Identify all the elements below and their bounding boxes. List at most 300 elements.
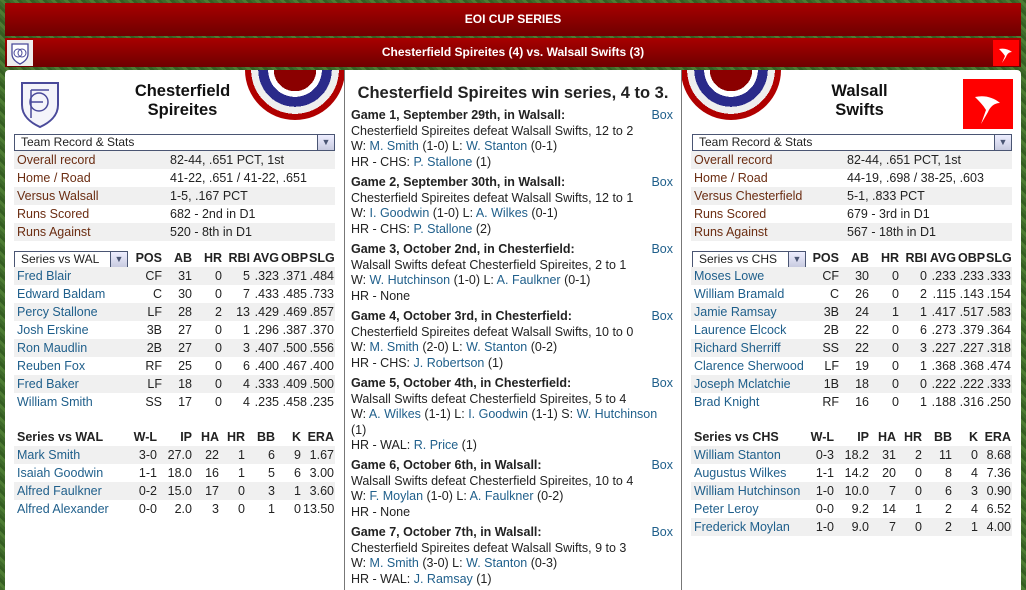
stat-cell: 0 bbox=[215, 395, 222, 409]
text: (0-2) bbox=[533, 489, 564, 503]
column-header-w-l[interactable]: W-L bbox=[810, 430, 834, 444]
player-name-cell bbox=[14, 375, 131, 393]
chevron-down-icon[interactable]: ▼ bbox=[788, 251, 806, 268]
stat-cell: .409 bbox=[280, 375, 308, 393]
stat-cell: 2 bbox=[945, 502, 952, 516]
pitching-decisions-line bbox=[351, 407, 675, 438]
column-header-pos[interactable]: POS bbox=[135, 251, 162, 265]
header-row bbox=[14, 249, 335, 267]
player-row bbox=[691, 285, 1012, 303]
stat-cell: 31 bbox=[870, 446, 897, 464]
chevron-down-icon[interactable]: ▼ bbox=[994, 134, 1012, 151]
player-link[interactable]: W. Stanton bbox=[466, 340, 528, 354]
text: (0-2) bbox=[527, 340, 558, 354]
player-link[interactable]: Frederick Moylan bbox=[694, 520, 790, 534]
stat-cell: 9.2 bbox=[851, 502, 869, 516]
player-link[interactable]: I. Goodwin bbox=[369, 206, 430, 220]
stat-cell: 1 bbox=[953, 518, 979, 536]
stat-cell: .857 bbox=[309, 305, 334, 319]
text: W: bbox=[351, 407, 369, 421]
player-link[interactable]: M. Smith bbox=[369, 340, 419, 354]
column-header-hr[interactable]: HR bbox=[203, 251, 222, 265]
stat-cell: 22 bbox=[855, 323, 869, 337]
stat-label: Runs Against bbox=[14, 223, 169, 241]
stat-cell: 0 bbox=[892, 323, 899, 337]
matchup-title: Chesterfield Spireites (4) vs. Walsall Swifts (3) bbox=[381, 45, 645, 59]
player-name-cell bbox=[14, 464, 121, 482]
stat-cell: 18.2 bbox=[835, 446, 870, 464]
stat-cell: 0-2 bbox=[121, 482, 158, 500]
text: W: bbox=[351, 139, 370, 153]
column-header-k[interactable]: K bbox=[291, 430, 301, 444]
player-link[interactable]: William Smith bbox=[17, 395, 93, 409]
stat-cell: .467 bbox=[282, 359, 307, 373]
stat-cell: 6 bbox=[246, 446, 276, 464]
stat-cell: 1 bbox=[220, 446, 246, 464]
stat-value: 82-44, .651 PCT, 1st bbox=[169, 151, 335, 169]
stat-cell: 0 bbox=[215, 323, 222, 337]
stat-cell: 13.50 bbox=[303, 502, 335, 516]
stat-cell: .474 bbox=[986, 359, 1011, 373]
stat-value: 41-22, .651 / 41-22, .651 bbox=[170, 171, 307, 185]
stat-cell: 18 bbox=[840, 375, 870, 393]
player-name-cell bbox=[14, 285, 131, 303]
stat-cell: 7.36 bbox=[986, 466, 1011, 480]
player-link[interactable]: A. Faulkner bbox=[496, 273, 561, 287]
team-name-line1: Walsall bbox=[831, 82, 888, 100]
player-link[interactable]: A. Wilkes bbox=[475, 206, 528, 220]
stat-cell: 18.0 bbox=[167, 466, 192, 480]
game-result: Walsall Swifts defeat Chesterfield Spireites, 2 to 1 bbox=[351, 257, 627, 272]
player-link[interactable]: J. Ramsay bbox=[413, 571, 473, 586]
stat-row bbox=[14, 151, 335, 169]
column-header-rbi[interactable]: RBI bbox=[228, 251, 250, 265]
column-header-bb[interactable]: BB bbox=[933, 430, 952, 444]
player-link[interactable]: Jamie Ramsay bbox=[694, 305, 777, 319]
stat-cell: 20 bbox=[882, 466, 896, 480]
column-header-avg[interactable]: AVG bbox=[929, 251, 956, 265]
stat-cell: .458 bbox=[282, 395, 307, 409]
stat-cell: .115 bbox=[932, 287, 956, 301]
stat-cell: 3 bbox=[246, 482, 276, 500]
player-link[interactable]: P. Stallone bbox=[413, 221, 473, 236]
stat-row bbox=[14, 223, 335, 241]
player-name-cell bbox=[691, 375, 808, 393]
stat-cell: 0 bbox=[892, 359, 899, 373]
game-heading: Game 4, October 3rd, in Chesterfield: bbox=[351, 309, 572, 323]
stat-cell: .316 bbox=[959, 395, 984, 409]
column-header-rbi[interactable]: RBI bbox=[905, 251, 927, 265]
walsall-logo-small-icon[interactable] bbox=[993, 40, 1019, 66]
stat-cell: 1 bbox=[238, 466, 245, 480]
player-link[interactable]: Reuben Fox bbox=[17, 359, 86, 373]
player-row bbox=[14, 285, 335, 303]
column-header-ab[interactable]: AB bbox=[173, 251, 192, 265]
player-name-cell bbox=[14, 482, 121, 500]
column-header-era[interactable]: ERA bbox=[307, 430, 334, 444]
player-link[interactable]: Fred Baker bbox=[17, 377, 79, 391]
chevron-down-icon[interactable]: ▼ bbox=[110, 251, 128, 268]
player-link[interactable]: Ron Maudlin bbox=[17, 341, 88, 355]
team-stats-dropdown[interactable] bbox=[692, 134, 1012, 151]
stat-cell: 0 bbox=[238, 502, 245, 516]
stat-cell: LF bbox=[824, 359, 839, 373]
player-link[interactable]: Richard Sherriff bbox=[694, 341, 781, 355]
stat-label: Runs Scored bbox=[17, 207, 90, 221]
player-name-cell bbox=[691, 482, 801, 500]
text: (0-1) bbox=[527, 139, 558, 153]
stat-cell: 31 bbox=[163, 267, 193, 285]
stat-cell: 7 bbox=[870, 482, 897, 500]
text: (1-0) L: bbox=[450, 273, 497, 287]
stat-cell: 4 bbox=[243, 395, 250, 409]
stat-value: 567 - 18th in D1 bbox=[846, 223, 1012, 241]
player-link[interactable]: Clarence Sherwood bbox=[694, 359, 804, 373]
player-link[interactable]: A. Wilkes bbox=[368, 407, 421, 421]
box-score-link[interactable]: Box bbox=[651, 376, 673, 390]
stat-cell: C bbox=[152, 287, 162, 301]
game-summary bbox=[351, 458, 675, 520]
box-score-link[interactable]: Box bbox=[651, 525, 673, 539]
text: (1) bbox=[351, 422, 367, 437]
text: HR - WAL: bbox=[351, 571, 414, 586]
stat-row bbox=[691, 205, 1012, 223]
player-row bbox=[14, 375, 335, 393]
player-link[interactable]: W. Hutchinson bbox=[576, 407, 658, 421]
stat-cell: LF bbox=[131, 303, 163, 321]
stat-cell: 27 bbox=[163, 339, 193, 357]
box-score-link[interactable]: Box bbox=[651, 175, 673, 189]
stat-label: Overall record bbox=[14, 151, 169, 169]
stat-cell: 1 bbox=[268, 502, 275, 516]
player-name-cell bbox=[14, 321, 131, 339]
column-header-obp[interactable]: OBP bbox=[958, 251, 986, 265]
stat-cell: 0 bbox=[900, 267, 928, 285]
pitching-decisions-line bbox=[351, 340, 675, 356]
stat-cell: 0 bbox=[870, 375, 900, 393]
select-spacer bbox=[691, 249, 808, 267]
text: W: bbox=[351, 273, 370, 287]
text: (2-0) L: bbox=[418, 340, 467, 354]
player-link[interactable]: M. Smith bbox=[369, 556, 419, 570]
game-result: Chesterfield Spireites defeat Walsall Swifts, 12 to 1 bbox=[351, 190, 634, 205]
player-name-cell bbox=[691, 446, 798, 464]
game-heading: Game 7, October 7th, in Walsall: bbox=[351, 525, 542, 539]
text: W: bbox=[351, 556, 370, 570]
stat-cell: 19 bbox=[855, 359, 869, 373]
player-name-cell bbox=[14, 500, 121, 518]
player-link[interactable]: Percy Stallone bbox=[17, 305, 98, 319]
stat-cell: 0 bbox=[870, 267, 900, 285]
player-link[interactable]: Augustus Wilkes bbox=[694, 466, 787, 480]
column-header-hr[interactable]: HR bbox=[880, 251, 899, 265]
column-header-hr[interactable]: HR bbox=[903, 430, 922, 444]
stat-cell: 2B bbox=[823, 323, 839, 337]
batting-table bbox=[691, 249, 1012, 411]
player-link[interactable]: W. Hutchinson bbox=[369, 273, 451, 287]
player-link[interactable]: Laurence Elcock bbox=[694, 323, 787, 337]
text: (0-3) bbox=[527, 556, 558, 570]
pitching-table bbox=[14, 428, 335, 518]
stat-cell: .429 bbox=[251, 303, 280, 321]
stat-cell: 9 bbox=[276, 446, 302, 464]
stat-cell: .364 bbox=[986, 323, 1011, 337]
stat-cell: 7 bbox=[870, 518, 897, 536]
player-name-cell bbox=[14, 303, 131, 321]
chesterfield-logo-small-icon[interactable] bbox=[7, 40, 33, 66]
column-header-ip[interactable]: IP bbox=[180, 430, 192, 444]
game-heading: Game 3, October 2nd, in Chesterfield: bbox=[351, 242, 575, 256]
column-header-pos[interactable]: POS bbox=[812, 251, 839, 265]
player-row bbox=[14, 500, 335, 518]
player-row bbox=[14, 393, 335, 411]
stat-row bbox=[691, 151, 1012, 169]
column-header-avg[interactable]: AVG bbox=[252, 251, 279, 265]
stat-cell: .517 bbox=[957, 303, 985, 321]
header-row bbox=[691, 428, 1012, 446]
stat-label: Runs Scored bbox=[694, 207, 767, 221]
stat-value: 679 - 3rd in D1 bbox=[847, 207, 930, 221]
stat-cell: 30 bbox=[178, 287, 192, 301]
stat-cell: 1 bbox=[920, 359, 927, 373]
home-runs-line bbox=[351, 222, 675, 238]
player-row bbox=[14, 482, 335, 500]
column-header-ha[interactable]: HA bbox=[877, 430, 896, 444]
player-link[interactable]: R. Price bbox=[413, 438, 459, 452]
stat-cell: .222 bbox=[928, 375, 957, 393]
stat-label: Overall record bbox=[691, 151, 846, 169]
stat-cell: 0-0 bbox=[138, 502, 157, 516]
dropdown-value: Series vs WAL bbox=[21, 252, 100, 266]
player-row bbox=[14, 464, 335, 482]
player-row bbox=[14, 267, 335, 285]
stat-value: 1-5, .167 PCT bbox=[169, 187, 335, 205]
game-summary bbox=[351, 242, 675, 304]
player-row bbox=[14, 357, 335, 375]
stat-cell: 1 bbox=[276, 482, 302, 500]
dropdown-value: Team Record & Stats bbox=[21, 135, 135, 149]
team-stats-table bbox=[14, 151, 335, 241]
player-name-cell bbox=[691, 267, 808, 285]
player-link[interactable]: Moses Lowe bbox=[694, 269, 765, 283]
player-row bbox=[14, 339, 335, 357]
stat-cell: 0 bbox=[915, 466, 922, 480]
text: (0-1) bbox=[527, 206, 558, 220]
column-header-ip[interactable]: IP bbox=[857, 430, 869, 444]
stat-cell: 27.0 bbox=[158, 446, 193, 464]
series-summary-panel bbox=[345, 70, 681, 590]
stat-cell: 13 bbox=[223, 303, 251, 321]
header-row bbox=[691, 249, 1012, 267]
player-row bbox=[691, 357, 1012, 375]
player-row bbox=[691, 375, 1012, 393]
player-link[interactable]: A. Faulkner bbox=[469, 489, 534, 503]
box-score-link[interactable]: Box bbox=[651, 458, 673, 472]
stat-cell: 14.2 bbox=[844, 466, 869, 480]
stat-cell: .250 bbox=[986, 395, 1011, 409]
home-runs-line bbox=[351, 155, 675, 171]
stat-cell: 1 bbox=[900, 303, 928, 321]
stat-cell: 4 bbox=[971, 502, 978, 516]
stat-cell: 3.60 bbox=[302, 482, 335, 500]
player-row bbox=[14, 321, 335, 339]
column-header-slg[interactable]: SLG bbox=[986, 251, 1012, 265]
team-name-line2: Swifts bbox=[835, 101, 884, 119]
player-link[interactable]: I. Goodwin bbox=[468, 407, 528, 421]
text: HR - None bbox=[351, 288, 411, 303]
column-header-ha[interactable]: HA bbox=[200, 430, 219, 444]
stat-cell: 5 bbox=[223, 267, 251, 285]
stat-cell: 0 bbox=[193, 339, 223, 357]
player-link[interactable]: William Stanton bbox=[694, 448, 781, 462]
player-link[interactable]: Fred Blair bbox=[17, 269, 72, 283]
stat-cell: .227 bbox=[928, 339, 957, 357]
column-header-obp[interactable]: OBP bbox=[281, 251, 309, 265]
stat-cell: 8 bbox=[945, 466, 952, 480]
stat-cell: CF bbox=[131, 267, 163, 285]
stat-cell: .370 bbox=[309, 323, 334, 337]
stat-label: Home / Road bbox=[17, 171, 91, 185]
stat-cell: 0 bbox=[897, 482, 923, 500]
player-link[interactable]: P. Stallone bbox=[413, 154, 473, 169]
stat-cell: 14 bbox=[882, 502, 896, 516]
text: (0-1) bbox=[560, 273, 591, 287]
column-header-slg[interactable]: SLG bbox=[309, 251, 335, 265]
box-score-link[interactable]: Box bbox=[651, 242, 673, 256]
stat-cell: .379 bbox=[959, 323, 984, 337]
game-summary bbox=[351, 175, 675, 237]
player-row bbox=[691, 518, 1012, 536]
column-header-k[interactable]: K bbox=[968, 430, 978, 444]
stat-value: 5-1, .833 PCT bbox=[846, 187, 1012, 205]
player-link[interactable]: W. Stanton bbox=[466, 139, 528, 153]
chevron-down-icon[interactable]: ▼ bbox=[317, 134, 335, 151]
stat-cell: .188 bbox=[931, 395, 956, 409]
text: (1) bbox=[458, 438, 477, 452]
stat-cell: 3 bbox=[212, 502, 219, 516]
stat-cell: .407 bbox=[251, 339, 280, 357]
stat-cell: RF bbox=[145, 359, 162, 373]
column-header-era[interactable]: ERA bbox=[984, 430, 1011, 444]
stat-cell: .583 bbox=[986, 305, 1011, 319]
pitching-section-title: Series vs WAL bbox=[17, 430, 104, 444]
stat-cell: 11 bbox=[923, 446, 953, 464]
text: (1) bbox=[484, 355, 504, 370]
text: (1) bbox=[472, 571, 492, 586]
player-link[interactable]: J. Robertson bbox=[413, 355, 485, 370]
stat-cell: .333 bbox=[251, 375, 280, 393]
bunting-decoration bbox=[682, 70, 781, 120]
page-title: EOI CUP SERIES bbox=[464, 12, 562, 26]
player-link[interactable]: Mark Smith bbox=[17, 448, 81, 462]
stat-cell: .296 bbox=[254, 323, 279, 337]
player-name-cell bbox=[691, 464, 798, 482]
chesterfield-logo-icon bbox=[19, 80, 61, 130]
stat-cell: 9.0 bbox=[835, 518, 870, 536]
stat-cell: 2 bbox=[923, 518, 953, 536]
player-link[interactable]: Joseph Mclatchie bbox=[694, 377, 791, 391]
game-result: Chesterfield Spireites defeat Walsall Swifts, 10 to 0 bbox=[351, 324, 634, 339]
stat-value: 82-44, .651 PCT, 1st bbox=[846, 151, 1012, 169]
select-spacer bbox=[14, 249, 131, 267]
stat-cell: 0 bbox=[953, 446, 979, 464]
stat-cell: 6.52 bbox=[986, 502, 1011, 516]
player-link[interactable]: Alfred Alexander bbox=[17, 502, 109, 516]
stat-cell: 16 bbox=[855, 395, 869, 409]
game-heading: Game 5, October 4th, in Chesterfield: bbox=[351, 376, 572, 390]
stat-cell: 6 bbox=[243, 359, 250, 373]
stat-cell: 0 bbox=[897, 518, 923, 536]
stat-cell: 30 bbox=[840, 267, 870, 285]
player-link[interactable]: Peter Leroy bbox=[694, 502, 759, 516]
player-link[interactable]: M. Smith bbox=[369, 139, 419, 153]
player-link[interactable]: F. Moylan bbox=[369, 489, 424, 503]
text: HR - CHS: bbox=[351, 221, 414, 236]
stat-row bbox=[691, 187, 1012, 205]
text: (1-1) L: bbox=[420, 407, 469, 421]
walsall-panel bbox=[682, 70, 1021, 590]
stat-cell: .233 bbox=[928, 267, 957, 285]
player-link[interactable]: Edward Baldam bbox=[17, 287, 106, 301]
game-summary bbox=[351, 309, 675, 371]
stat-cell: 1-0 bbox=[798, 518, 835, 536]
box-score-link[interactable]: Box bbox=[651, 108, 673, 122]
text: HR - CHS: bbox=[351, 154, 414, 169]
game-result: Chesterfield Spireites defeat Walsall Swifts, 12 to 2 bbox=[351, 123, 634, 138]
pitching-decisions-line bbox=[351, 556, 675, 572]
stat-cell: 1-1 bbox=[138, 466, 157, 480]
stat-value: 44-19, .698 / 38-25, .603 bbox=[847, 171, 984, 185]
column-header-ab[interactable]: AB bbox=[850, 251, 869, 265]
stat-cell: .387 bbox=[282, 323, 307, 337]
column-header-bb[interactable]: BB bbox=[256, 430, 275, 444]
player-link[interactable]: William Hutchinson bbox=[694, 484, 801, 498]
player-link[interactable]: Isaiah Goodwin bbox=[17, 466, 104, 480]
team-stats-dropdown[interactable] bbox=[14, 134, 335, 151]
player-link[interactable]: Brad Knight bbox=[694, 395, 760, 409]
player-link[interactable]: Alfred Faulkner bbox=[17, 484, 102, 498]
stat-cell: .556 bbox=[309, 341, 334, 355]
stat-label: Versus Walsall bbox=[14, 187, 169, 205]
player-link[interactable]: W. Stanton bbox=[466, 556, 528, 570]
stat-cell: 1-0 bbox=[798, 482, 835, 500]
stat-value: 682 - 2nd in D1 bbox=[170, 207, 256, 221]
box-score-link[interactable]: Box bbox=[651, 309, 673, 323]
stat-cell: 7 bbox=[243, 287, 250, 301]
stat-cell: 1-1 bbox=[815, 466, 834, 480]
matchup-bar bbox=[5, 38, 1021, 67]
stat-cell: 1 bbox=[243, 323, 250, 337]
stat-cell: 5 bbox=[268, 466, 275, 480]
column-header-w-l[interactable]: W-L bbox=[133, 430, 157, 444]
stat-cell: .433 bbox=[254, 287, 279, 301]
text: W: bbox=[351, 340, 370, 354]
column-header-hr[interactable]: HR bbox=[226, 430, 245, 444]
stat-cell: 26 bbox=[855, 287, 869, 301]
stat-cell: .371 bbox=[280, 267, 308, 285]
game-result: Walsall Swifts defeat Chesterfield Spireites, 5 to 4 bbox=[351, 391, 627, 406]
stat-cell: 0-3 bbox=[798, 446, 835, 464]
stat-label: Home / Road bbox=[694, 171, 768, 185]
stat-cell: 3.00 bbox=[309, 466, 334, 480]
player-link[interactable]: William Bramald bbox=[694, 287, 785, 301]
stat-cell: 0-0 bbox=[815, 502, 834, 516]
stat-cell: 6 bbox=[923, 482, 953, 500]
player-link[interactable]: Josh Erskine bbox=[17, 323, 89, 337]
team-name-line1: Chesterfield bbox=[134, 82, 231, 100]
stat-cell: 1 bbox=[915, 502, 922, 516]
stat-cell: SS bbox=[808, 339, 840, 357]
